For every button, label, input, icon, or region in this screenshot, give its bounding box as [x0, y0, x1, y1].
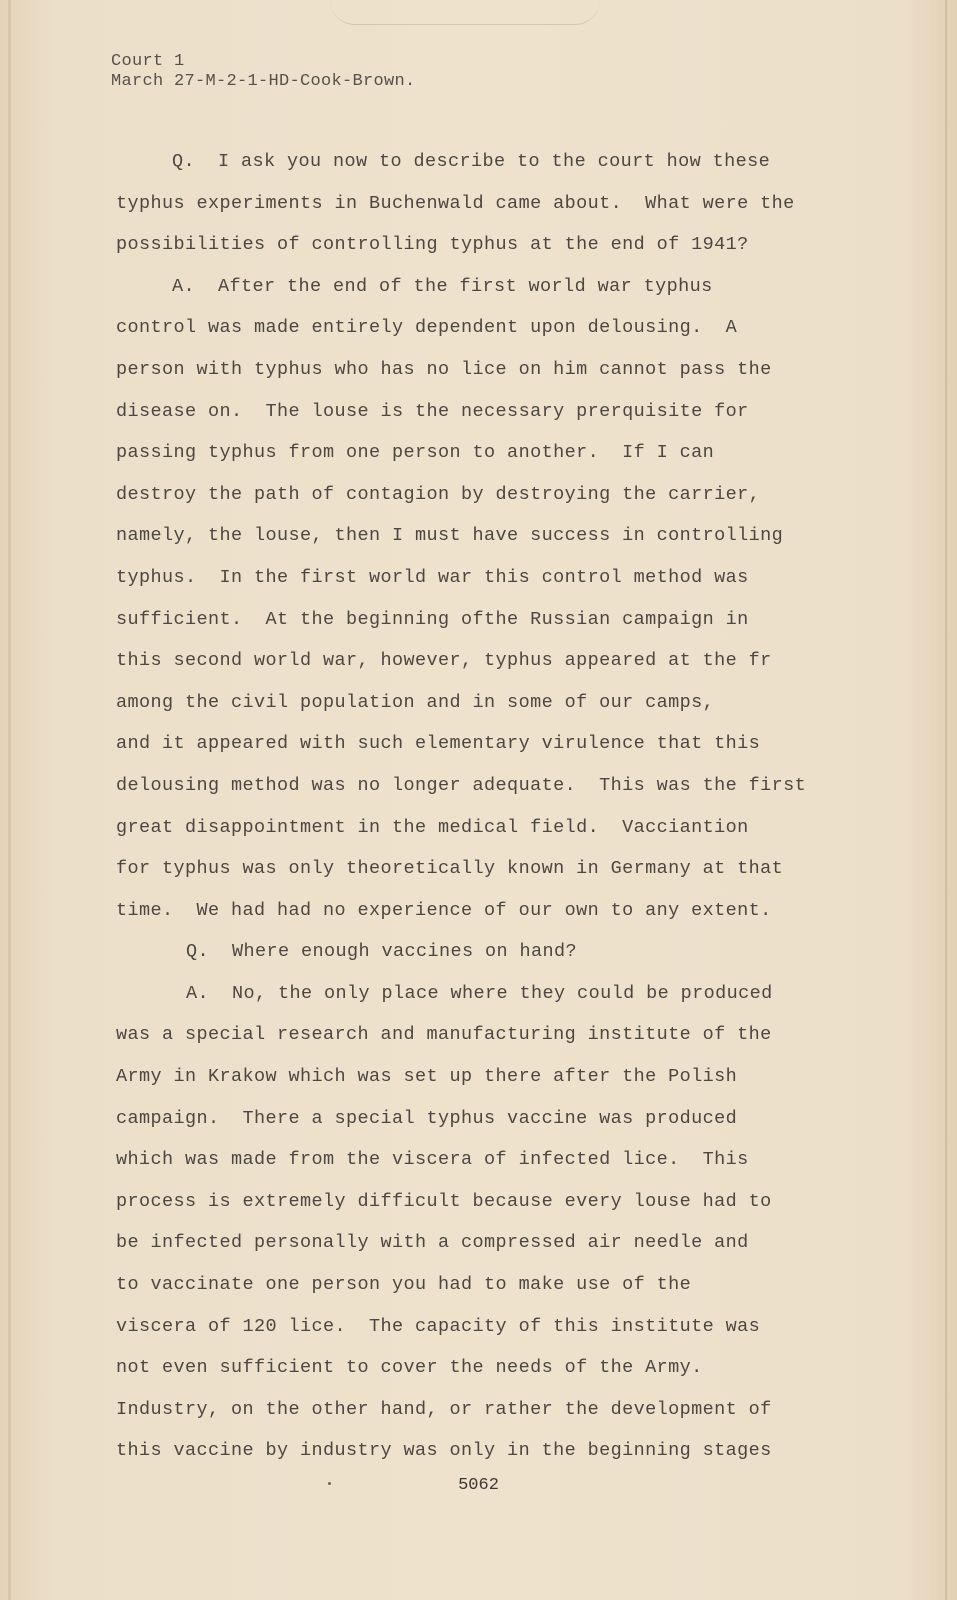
text-line: Q. Where enough vaccines on hand?	[186, 941, 578, 963]
text-line: viscera of 120 lice. The capacity of this institute was	[116, 1315, 761, 1337]
text-line: typhus experiments in Buchenwald came about. What were the	[116, 192, 795, 214]
text-line: control was made entirely dependent upon delousing. A	[116, 317, 738, 339]
paper-tab-mark	[330, 0, 600, 25]
text-line: great disappointment in the medical field. Vacciantion	[116, 816, 749, 838]
text-line: typhus. In the first world war this control method was	[116, 566, 749, 588]
transcript-body	[116, 141, 856, 1472]
text-line: A. After the end of the first world war typhus	[172, 275, 713, 297]
text-line: be infected personally with a compressed air needle and	[116, 1232, 749, 1254]
text-line: not even sufficient to cover the needs of the Army.	[116, 1357, 703, 1379]
text-line: this second world war, however, typhus appeared at the fr	[116, 650, 772, 672]
text-line: namely, the louse, then I must have success in controlling	[116, 525, 784, 547]
text-line: among the civil population and in some of our camps,	[116, 691, 715, 713]
page-number: 5062	[458, 1476, 499, 1495]
text-line: passing typhus from one person to another. If I can	[116, 442, 715, 464]
text-line: person with typhus who has no lice on him cannot pass the	[116, 358, 772, 380]
text-line: delousing method was no longer adequate. This was the first	[116, 774, 807, 796]
text-line: destroy the path of contagion by destroying the carrier,	[116, 483, 761, 505]
text-line: disease on. The louse is the necessary prerquisite for	[116, 400, 749, 422]
text-line: Army in Krakow which was set up there after the Polish	[116, 1066, 738, 1088]
text-line: campaign. There a special typhus vaccine was produced	[116, 1107, 738, 1129]
text-line: for typhus was only theoretically known in Germany at that	[116, 858, 784, 880]
text-line: which was made from the viscera of infected lice. This	[116, 1149, 749, 1171]
text-line: was a special research and manufacturing institute of the	[116, 1024, 772, 1046]
text-line: Industry, on the other hand, or rather the development of	[116, 1398, 772, 1420]
text-line: process is extremely difficult because every louse had to	[116, 1190, 772, 1212]
document-header	[111, 52, 416, 92]
text-line: possibilities of controlling typhus at the end of 1941?	[116, 234, 749, 256]
text-line: to vaccinate one person you had to make use of the	[116, 1274, 692, 1296]
text-line: and it appeared with such elementary virulence that this	[116, 733, 761, 755]
text-line: this vaccine by industry was only in the beginning stages	[116, 1440, 772, 1462]
text-line: time. We had had no experience of our own to any extent.	[116, 899, 772, 921]
text-line: sufficient. At the beginning ofthe Russian campaign in	[116, 608, 749, 630]
text-line: A. No, the only place where they could be produced	[186, 982, 773, 1004]
court-label: Court 1	[111, 52, 185, 71]
session-reference: March 27-M-2-1-HD-Cook-Brown.	[111, 72, 416, 91]
text-line: Q. I ask you now to describe to the court how these	[172, 151, 771, 172]
